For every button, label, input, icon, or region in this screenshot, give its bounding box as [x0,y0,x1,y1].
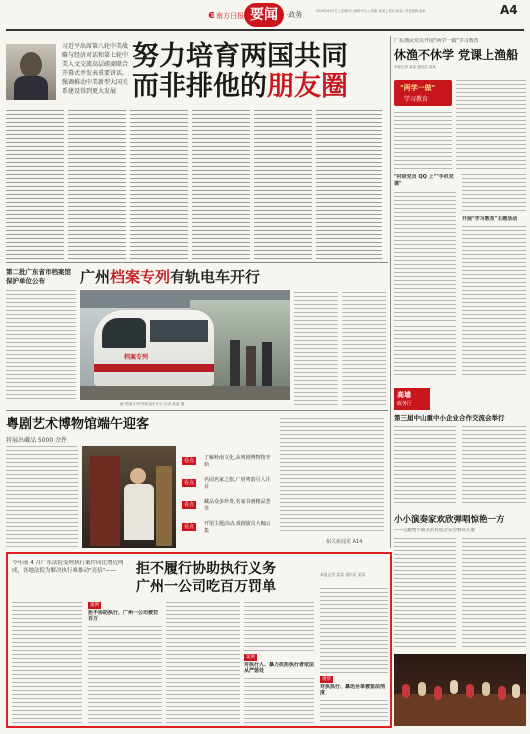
point-tag: 看点 [184,502,195,508]
archive-side-story [6,266,76,406]
museum-body-left [6,446,78,548]
museum-point [182,454,274,472]
lead-bottom-rule [6,262,388,263]
archive-banner-rest: 有轨电车开行 [170,268,261,286]
feature-col3 [166,602,240,724]
right-top-story [394,36,526,386]
archive-banner-highlight: 档案专列 [110,268,171,286]
feature-kicker: 今年前 4 月广东法院受理执行案件同比增近两成，各地法院为解决执行难推动"亮招"—— [12,560,124,574]
section-tag: 观察 [322,677,331,682]
section-badge [244,3,284,27]
right-top-subhead2: 开展"学习教育"主题活动 [462,216,518,222]
concert-body-b [462,538,526,650]
policy-tag-top: 高墙 [397,391,411,399]
tram-photo-caption: 新"档案专列"有轨电车开行 记者 某某 摄 [120,402,185,406]
right-top-body-c [394,192,456,322]
right-top-body-f [394,326,456,376]
feature-col4-top [244,602,314,652]
dateline: 2018年6月7日 | 星期四 | 编辑:中心 | 美编: 某某 | 校对:某某 | 责任编辑:某某 [316,9,426,13]
feature-col1 [12,602,82,724]
lead-body-col5 [254,110,312,260]
right-top-kicker: 广东渔民党员开展"两学一做"学习教育 [394,38,479,44]
point-tag: 看点 [184,458,195,464]
page-number: A4 [500,3,518,17]
mid-rule [6,410,388,411]
museum-point [182,476,274,494]
feature-col5-bottom [320,700,388,724]
right-bottom-story [394,512,526,730]
feature-section3 [320,676,388,696]
right-top-subhead1: "村级党员 QQ 上""手机党课" [394,174,454,187]
right-mid-body-a [394,426,456,506]
point-text: 开馆主题活动,戏剧演员大咖云集 [204,521,271,534]
vertical-divider [390,36,391,548]
study-badge-top: "两学一做" [400,84,436,92]
concert-subhead: ——记献给小朋友的民族音乐会暨赏儿童 [394,528,475,533]
right-top-body-d [462,174,526,212]
concert-headline: 小小演奏家欢欣弹唱惊艳一方 [394,515,505,525]
concert-body-a [394,538,456,650]
lead-body-col3 [130,110,188,260]
archive-side-body [6,290,76,402]
lead-body-col6 [316,110,382,260]
archive-body-col2 [342,292,386,406]
lead-kicker: 习近平出席第八轮中美战略与经济对话和第七轮中美人文交流高层磋商联合开幕式并发表重要讲话，强调推动中美新型大国关系建设得到更大发展 [62,43,128,95]
archive-body-col1 [294,292,338,406]
section-title: 拒不协助执行，广州一公司被罚百万 [88,610,159,622]
feature-col2 [88,626,162,724]
museum-photo [82,446,176,548]
tram-photo [80,290,290,400]
section-tag: 案例 [246,655,255,660]
policy-tag [394,388,430,410]
right-mid-headline: 第三届中山重中小企业合作交流会举行 [394,414,505,422]
feature-byline: 本报记者 某某 通讯员 某某 [320,572,366,577]
point-tag: 看点 [184,524,195,530]
museum-body-right [280,418,384,534]
museum-subhead: 将展出藏品 5000 余件 [6,437,68,444]
feature-headline-line1: 拒不履行协助执行义务 [136,561,276,577]
lead-headline [132,42,388,104]
museum-point [182,498,274,516]
point-tag: 看点 [184,480,195,486]
section-title: 对执执行、暴迅另单被惩法刑度 [320,684,386,696]
feature-section2 [244,654,314,674]
feature-box [6,552,392,728]
museum-points [182,454,274,544]
museum-story [6,414,388,550]
right-mid-body-b [462,426,526,506]
feature-headline [136,560,316,600]
policy-tag-bottom: 政务厅 [397,401,413,407]
lead-headline-line1: 努力培育两国共同 [132,41,348,72]
lead-body-col1 [6,110,64,260]
subsection-label: ·政务 [286,11,303,19]
lead-body-col2 [68,110,126,260]
point-text: 名园名家之旅,广府粤韵引人注目 [204,477,271,490]
feature-headline-line2: 广州一公司吃百万罚单 [136,579,276,595]
logo-swoosh-icon: ϵ [208,8,216,21]
archive-banner-city: 广州 [80,268,111,286]
study-badge-bottom: 学习教育 [404,96,429,103]
concert-photo [394,654,526,726]
feature-section1 [88,602,162,622]
logo-text: 南方日报 [216,12,244,20]
right-top-body-b [394,112,452,170]
lead-headline-highlight: 朋友圈 [267,71,348,102]
tram-sign: 档案专列 [124,354,149,361]
feature-col4-bottom [244,678,314,724]
lead-body-col4 [192,110,250,260]
section-label: 要闻 [250,7,278,23]
section-tag: 案例 [90,603,99,608]
point-text: 藏品众多珍贵,名家书画精品荟萃 [204,499,271,512]
point-text: 了解岭南文化,从粤剧博物馆开始 [204,455,271,468]
feature-col5-top [320,588,388,674]
museum-point [182,520,274,538]
archive-side-headline: 第二批广东省市档案馆保护单位公布 [6,268,71,285]
right-top-byline: 本报记者 某某 通讯员 某某 [394,65,436,69]
right-top-body-e [462,226,526,376]
lead-headline-line2: 而非排他的 [132,71,267,102]
right-mid-story [394,388,526,508]
study-badge [394,80,452,106]
museum-headline: 粤剧艺术博物馆端午迎客 [6,417,150,432]
section-title: 对执行人、暴力抗拒执行者依法从严惩处 [244,662,314,674]
masthead [0,0,530,32]
lead-story [6,40,386,264]
archive-banner [80,266,386,288]
leader-portrait [6,44,56,100]
museum-related: 相关新闻见 A14 [326,539,363,545]
right-top-body-a [456,80,526,170]
right-top-headline: 休渔不休学 党课上渔船 [394,48,519,62]
newspaper-logo [208,8,244,22]
masthead-rule [6,29,524,31]
